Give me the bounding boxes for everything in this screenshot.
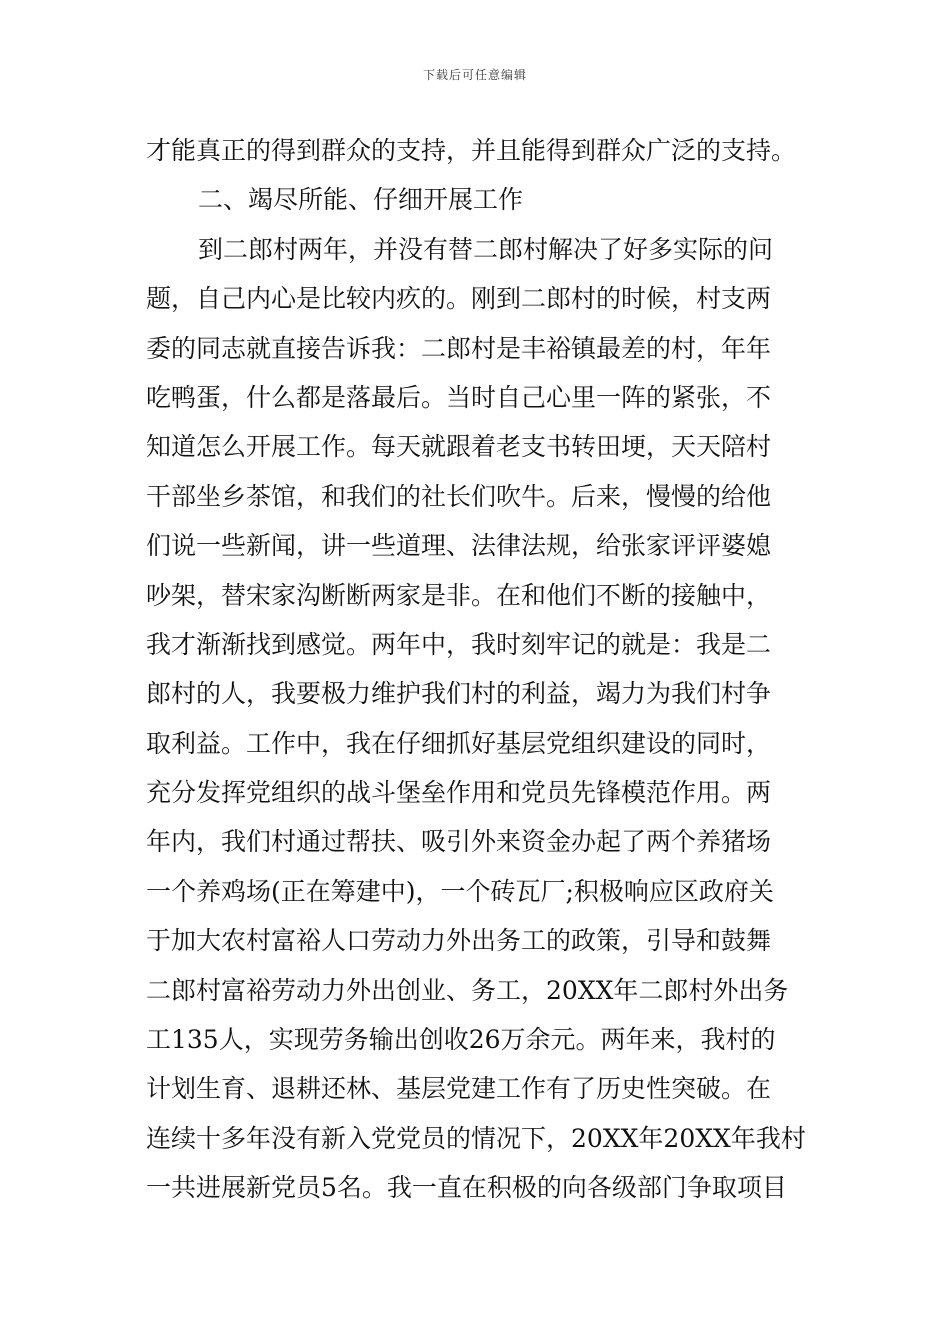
paragraph-line: 取利益。工作中，我在仔细抓好基层党组织建设的同时，	[146, 728, 772, 758]
page-header-note: 下载后可任意编辑	[422, 68, 527, 82]
paragraph-line: 题，自己内心是比较内疚的。刚到二郎村的时候，村支两	[146, 284, 772, 314]
paragraph-line: 计划生育、退耕还林、基层党建工作有了历史性突破。在	[146, 1074, 772, 1104]
section-heading: 二、竭尽所能、仔细开展工作	[198, 185, 524, 215]
paragraph-line: 才能真正的得到群众的支持，并且能得到群众广泛的支持。	[146, 136, 797, 165]
paragraph-line: 年内，我们村通过帮扶、吸引外来资金办起了两个养猪场	[146, 827, 772, 857]
paragraph-line: 郎村的人，我要极力维护我们村的利益，竭力为我们村争	[146, 679, 772, 709]
paragraph-line: 干部坐乡茶馆，和我们的社长们吹牛。后来，慢慢的给他	[146, 481, 772, 511]
paragraph-line: 到二郎村两年，并没有替二郎村解决了好多实际的问	[198, 234, 774, 264]
paragraph-line: 一共进展新党员5名。我一直在积极的向各级部门争取项目	[146, 1173, 787, 1203]
paragraph-line: 吃鸭蛋，什么都是落最后。当时自己心里一阵的紧张，不	[146, 382, 772, 412]
paragraph-line: 们说一些新闻，讲一些道理、法律法规，给张家评评婆媳	[146, 531, 772, 561]
paragraph-line: 连续十多年没有新入党党员的情况下，20XX年20XX年我村	[146, 1123, 806, 1153]
paragraph-line: 吵架，替宋家沟断断两家是非。在和他们不断的接触中，	[146, 580, 772, 610]
paragraph-line: 于加大农村富裕人口劳动力外出务工的政策，引导和鼓舞	[146, 926, 772, 956]
paragraph-line: 二郎村富裕劳动力外出创业、务工，20XX年二郎村外出务	[146, 975, 789, 1005]
document-body	[146, 126, 811, 1213]
paragraph-line: 一个养鸡场(正在筹建中)，一个砖瓦厂;积极响应区政府关	[146, 876, 774, 906]
paragraph-line: 委的同志就直接告诉我：二郎村是丰裕镇最差的村，年年	[146, 333, 772, 363]
paragraph-line: 充分发挥党组织的战斗堡垒作用和党员先锋模范作用。两	[146, 778, 772, 808]
paragraph-line: 知道怎么开展工作。每天就跟着老支书转田埂，天天陪村	[146, 432, 772, 462]
paragraph-line: 工135人，实现劳务输出创收26万余元。两年来，我村的	[146, 1025, 776, 1055]
paragraph-line: 我才渐渐找到感觉。两年中，我时刻牢记的就是：我是二	[146, 629, 772, 659]
